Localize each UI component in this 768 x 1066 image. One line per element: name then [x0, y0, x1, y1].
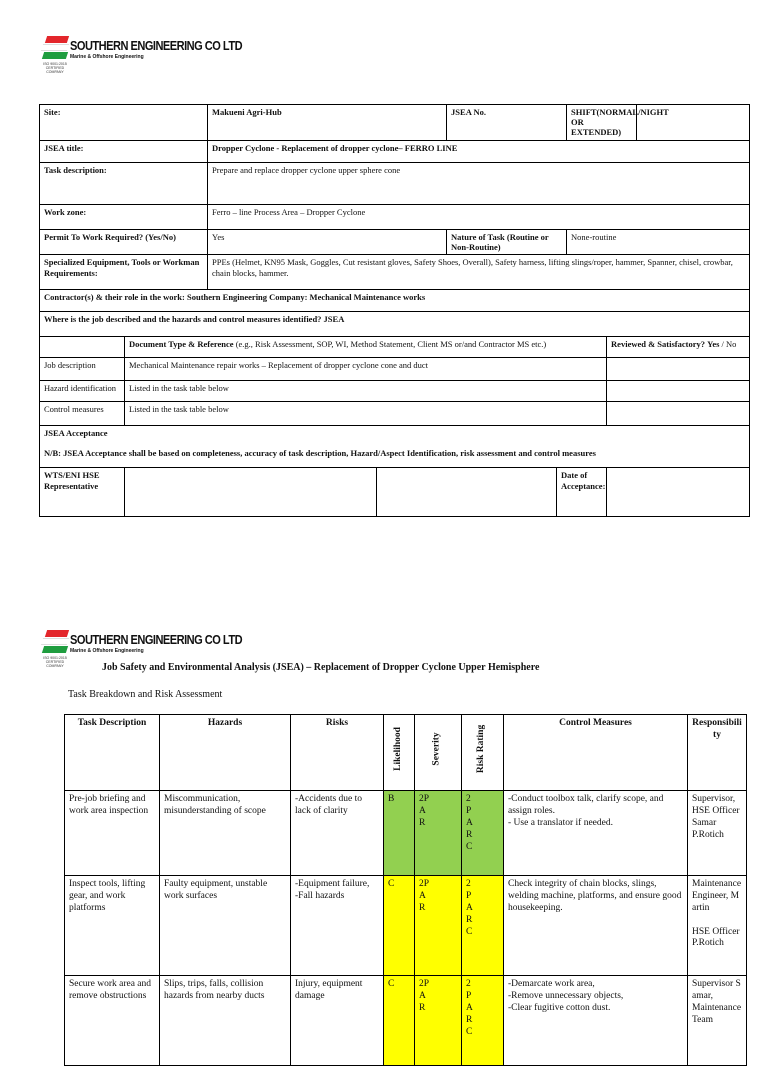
task-description-label: Task description: — [40, 163, 208, 205]
responsibility-cell: Maintenance Engineer, Martin HSE Officer P.Rotich — [688, 876, 747, 976]
jsea-title-label: JSEA title: — [40, 141, 208, 163]
work-zone-value: Ferro – line Process Area – Dropper Cyclone — [208, 205, 750, 230]
shift-label: SHIFT(NORMAL/NIGHT OR EXTENDED) — [567, 105, 637, 141]
risk-assessment-table — [64, 714, 747, 1066]
permit-value: Yes — [208, 230, 447, 255]
doc-row-review[interactable] — [607, 381, 750, 402]
table-row — [65, 876, 747, 976]
acceptance-note: N/B: JSEA Acceptance shall be based on completeness, accuracy of task description, Hazard/Aspect Identification, risk assessment and control measures — [44, 447, 596, 458]
company-name: SOUTHERN ENGINEERING CO LTD — [70, 632, 243, 647]
header-severity: Severity — [415, 715, 462, 791]
table-row — [65, 791, 747, 876]
severity-cell: 2P A R — [415, 876, 462, 976]
task-cell: Inspect tools, lifting gear, and work platforms — [65, 876, 160, 976]
reviewed-header: Reviewed & Satisfactory? Yes / No — [607, 337, 750, 358]
doc-blank-cell — [40, 337, 125, 358]
responsibility-cell: Supervisor, HSE Officer Samar P.Rotich — [688, 791, 747, 876]
risk-cell: -Accidents due to lack of clarity — [291, 791, 384, 876]
doc-row-label: Hazard identification — [40, 381, 125, 402]
doc-row-label: Control measures — [40, 402, 125, 426]
acceptance-section — [40, 426, 750, 468]
company-tagline: Marine & Offshore Engineering — [70, 648, 144, 654]
company-certification: ISO 9001:2015 CERTIFIED COMPANY — [43, 62, 67, 74]
likelihood-cell: C — [384, 976, 415, 1066]
risk-cell: Injury, equipment damage — [291, 976, 384, 1066]
hazard-cell: Miscommunication, misunderstanding of scope — [160, 791, 291, 876]
doc-row-review[interactable] — [607, 402, 750, 426]
header-control-measures: Control Measures — [504, 715, 688, 791]
permit-label: Permit To Work Required? (Yes/No) — [40, 230, 208, 255]
hazard-cell: Faulty equipment, unstable work surfaces — [160, 876, 291, 976]
control-measures-cell: Check integrity of chain blocks, slings, welding machine, platforms, and ensure good housekeeping. — [504, 876, 688, 976]
hse-representative-signature[interactable] — [377, 468, 557, 517]
date-of-acceptance-label: Date of Acceptance: — [557, 468, 607, 517]
responsibility-cell: Supervisor Samar, Maintenance Team — [688, 976, 747, 1066]
control-measures-cell: -Conduct toolbox talk, clarify scope, and assign roles. - Use a translator if needed. — [504, 791, 688, 876]
task-description-value: Prepare and replace dropper cyclone upper sphere cone — [208, 163, 750, 205]
nature-label: Nature of Task (Routine or Non-Routine) — [447, 230, 567, 255]
doc-row-value: Listed in the task table below — [125, 402, 607, 426]
hazard-cell: Slips, trips, falls, collision hazards from nearby ducts — [160, 976, 291, 1066]
where-label: Where is the job described and the hazards and control measures identified? JSEA — [40, 312, 750, 337]
severity-cell: 2P A R — [415, 976, 462, 1066]
acceptance-label: JSEA Acceptance — [44, 428, 108, 439]
header-task-description: Task Description — [65, 715, 160, 791]
logo-flag-icon — [40, 34, 70, 62]
likelihood-cell: B — [384, 791, 415, 876]
jsea-no-label: JSEA No. — [447, 105, 567, 141]
task-cell: Secure work area and remove obstructions — [65, 976, 160, 1066]
equipment-value: PPEs (Helmet, KN95 Mask, Goggles, Cut resistant gloves, Safety Shoes, Overall), Safety harness, lifting slings/roper, hammer, Spanner, chisel, crowbar, chain blocks, hammer. — [208, 255, 750, 290]
header-risks: Risks — [291, 715, 384, 791]
header-hazards: Hazards — [160, 715, 291, 791]
work-zone-label: Work zone: — [40, 205, 208, 230]
header-responsibility: Responsibility — [688, 715, 747, 791]
equipment-label: Specialized Equipment, Tools or Workman Requirements: — [40, 255, 208, 290]
header-likelihood: Likelihood — [384, 715, 415, 791]
doc-row-value: Mechanical Maintenance repair works – Replacement of dropper cyclone cone and duct — [125, 358, 607, 381]
doc-type-header: Document Type & Reference (e.g., Risk Assessment, SOP, WI, Method Statement, Client MS or/and Contractor MS etc.) — [125, 337, 607, 358]
risk-rating-cell: 2 P A R C — [462, 876, 504, 976]
control-measures-cell: -Demarcate work area, -Remove unnecessary objects, -Clear fugitive cotton dust. — [504, 976, 688, 1066]
site-label: Site: — [40, 105, 208, 141]
jsea-document-title: Job Safety and Environmental Analysis (JSEA) – Replacement of Dropper Cyclone Upper Hemisphere — [102, 662, 540, 673]
hse-representative-label: WTS/ENI HSE Representative — [40, 468, 125, 517]
doc-row-label: Job description — [40, 358, 125, 381]
company-certification: ISO 9001:2015 CERTIFIED COMPANY — [43, 656, 67, 668]
hse-representative-name[interactable] — [125, 468, 377, 517]
nature-value: None-routine — [567, 230, 750, 255]
likelihood-cell: C — [384, 876, 415, 976]
company-name: SOUTHERN ENGINEERING CO LTD — [70, 38, 243, 53]
logo-flag-icon — [40, 628, 70, 656]
jsea-title-value: Dropper Cyclone - Replacement of dropper cyclone– FERRO LINE — [208, 141, 750, 163]
header-risk-rating: Risk Rating — [462, 715, 504, 791]
severity-cell: 2P A R — [415, 791, 462, 876]
table-row — [65, 976, 747, 1066]
site-value: Makueni Agri-Hub — [208, 105, 447, 141]
company-logo — [40, 34, 243, 74]
risk-cell: -Equipment failure, -Fall hazards — [291, 876, 384, 976]
risk-rating-cell: 2 P A R C — [462, 791, 504, 876]
doc-row-value: Listed in the task table below — [125, 381, 607, 402]
contractor-row: Contractor(s) & their role in the work: Southern Engineering Company: Mechanical Maintenance works — [40, 290, 750, 312]
risk-rating-cell: 2 P A R C — [462, 976, 504, 1066]
jsea-header-form — [39, 104, 750, 517]
doc-row-review[interactable] — [607, 358, 750, 381]
date-of-acceptance-value[interactable] — [607, 468, 750, 517]
company-tagline: Marine & Offshore Engineering — [70, 54, 144, 60]
task-breakdown-subtitle: Task Breakdown and Risk Assessment — [68, 689, 223, 700]
task-cell: Pre-job briefing and work area inspection — [65, 791, 160, 876]
